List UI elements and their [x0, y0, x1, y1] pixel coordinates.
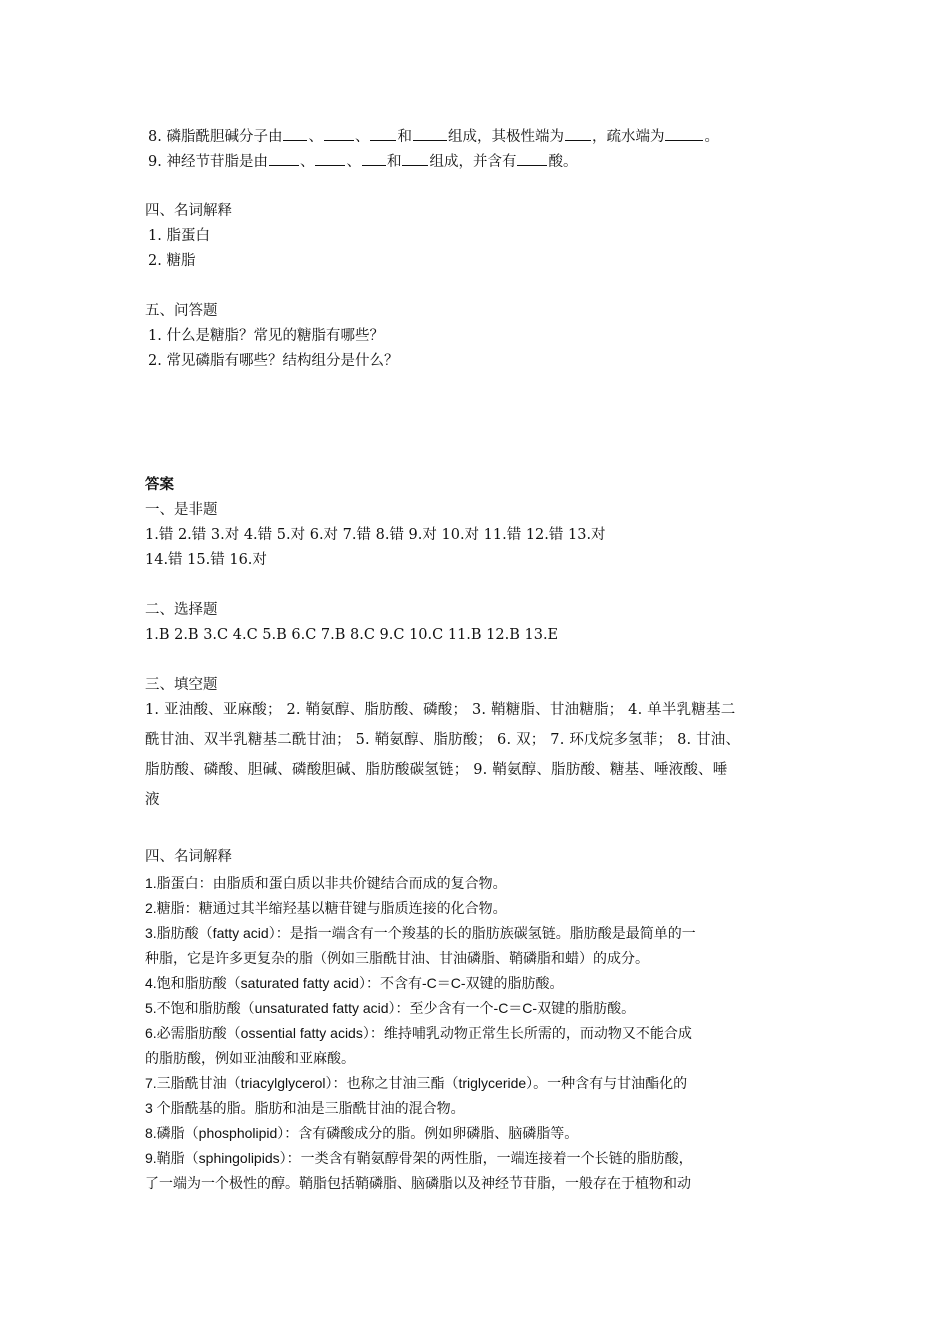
answers-tf-heading: 一、是非题	[145, 502, 218, 518]
term-item: 2. 糖脂	[148, 253, 196, 269]
blank	[517, 164, 547, 166]
question-item: 2. 常见磷脂有哪些？结构组分是什么？	[148, 353, 399, 369]
q8-text-4: 。	[704, 129, 719, 145]
q8-sep-3: 和	[397, 129, 412, 145]
q9-text-3: 酸。	[548, 154, 578, 170]
question-item: 1. 什么是糖脂？常见的糖脂有哪些？	[148, 328, 384, 344]
answers-terms-line: 1.脂蛋白：由脂质和蛋白质以非共价键结合而成的复合物。	[145, 875, 507, 891]
answers-terms-line: 的脂肪酸，例如亚油酸和亚麻酸。	[145, 1050, 355, 1066]
section-heading-questions: 五、问答题	[145, 303, 218, 319]
q9-text-2: 组成，并含有	[429, 154, 517, 170]
blank	[370, 139, 396, 141]
answers-tf-line: 1.错 2.错 3.对 4.错 5.对 6.对 7.错 8.错 9.对 10.对 11.错 12.错 13.对	[145, 527, 606, 543]
answers-terms-line: 8.磷脂（phospholipid）：含有磷酸成分的脂。例如卵磷脂、脑磷脂等。	[145, 1125, 579, 1141]
answers-tf-line: 14.错 15.错 16.对	[145, 552, 267, 568]
answers-terms-heading: 四、名词解释	[145, 849, 232, 865]
section-heading-terms: 四、名词解释	[145, 203, 232, 219]
q9-sep-1: 、	[299, 154, 315, 170]
answers-terms-line: 4.饱和脂肪酸（saturated fatty acid）：不含有-C＝C-双键的脂肪酸。	[145, 975, 564, 991]
blank	[565, 139, 591, 141]
answers-terms-line: 3 个脂酰基的脂。脂肪和油是三脂酰甘油的混合物。	[145, 1100, 465, 1116]
answers-fill-line: 脂肪酸、磷酸、胆碱、磷酸胆碱、脂肪酸碳氢链； 9. 鞘氨醇、脂肪酸、糖基、唾液酸、唾	[145, 762, 728, 778]
blank	[269, 164, 299, 166]
q9-text-1: 9. 神经节苷脂是由	[148, 154, 268, 170]
blank	[324, 139, 354, 141]
answers-fill-line: 1. 亚油酸、亚麻酸； 2. 鞘氨醇、脂肪酸、磷酸； 3. 鞘糖脂、甘油糖脂； 4. 单半乳糖基二	[145, 702, 736, 718]
answers-terms-line: 7.三脂酰甘油（triacylglycerol）：也称之甘油三酯（triglyceride）。一种含有与甘油酯化的	[145, 1075, 688, 1091]
fill-question-8	[148, 127, 719, 147]
answers-terms-line: 3.脂肪酸（fatty acid）：是指一端含有一个羧基的长的脂肪族碳氢链。脂肪酸是最简单的一	[145, 925, 696, 941]
answers-mc-heading: 二、选择题	[145, 602, 218, 618]
fill-question-9	[148, 152, 577, 172]
answers-title: 答案	[145, 476, 174, 493]
answers-fill-line: 液	[145, 792, 160, 808]
q9-sep-2: 、	[346, 154, 361, 170]
blank	[283, 139, 307, 141]
q8-text-2: 组成，其极性端为	[447, 129, 564, 145]
answers-fill-line: 酰甘油、双半乳糖基二酰甘油； 5. 鞘氨醇、脂肪酸； 6. 双； 7. 环戊烷多氢菲； 8. 甘油、	[145, 732, 741, 748]
q8-sep-2: 、	[354, 129, 370, 145]
answers-terms-line: 9.鞘脂（sphingolipids）：一类含有鞘氨醇骨架的两性脂，一端连接着一个长链的脂肪酸，	[145, 1150, 693, 1166]
blank	[665, 139, 703, 141]
q8-text-3: ，疏水端为	[591, 129, 665, 145]
answers-terms-line: 6.必需脂肪酸（ossential fatty acids）：维持哺乳动物正常生长所需的，而动物又不能合成	[145, 1025, 692, 1041]
blank	[315, 164, 345, 166]
blank	[402, 164, 428, 166]
answers-terms-line: 种脂，它是许多更复杂的脂（例如三脂酰甘油、甘油磷脂、鞘磷脂和蜡）的成分。	[145, 950, 649, 966]
answers-fill-heading: 三、填空题	[145, 677, 218, 693]
answers-terms-line: 了一端为一个极性的醇。鞘脂包括鞘磷脂、脑磷脂以及神经节苷脂，一般存在于植物和动	[145, 1175, 691, 1191]
term-item: 1. 脂蛋白	[148, 228, 210, 244]
q9-sep-3: 和	[386, 154, 402, 170]
answers-terms-line: 2.糖脂：糖通过其半缩羟基以糖苷键与脂质连接的化合物。	[145, 900, 507, 916]
answers-mc-line: 1.B 2.B 3.C 4.C 5.B 6.C 7.B 8.C 9.C 10.C 11.B 12.B 13.E	[145, 627, 559, 643]
q8-text-1: 8. 磷脂酰胆碱分子由	[148, 129, 283, 145]
q8-sep-1: 、	[308, 129, 323, 145]
blank	[413, 139, 447, 141]
blank	[362, 164, 386, 166]
answers-terms-line: 5.不饱和脂肪酸（unsaturated fatty acid）：至少含有一个-C＝C-双键的脂肪酸。	[145, 1000, 636, 1016]
